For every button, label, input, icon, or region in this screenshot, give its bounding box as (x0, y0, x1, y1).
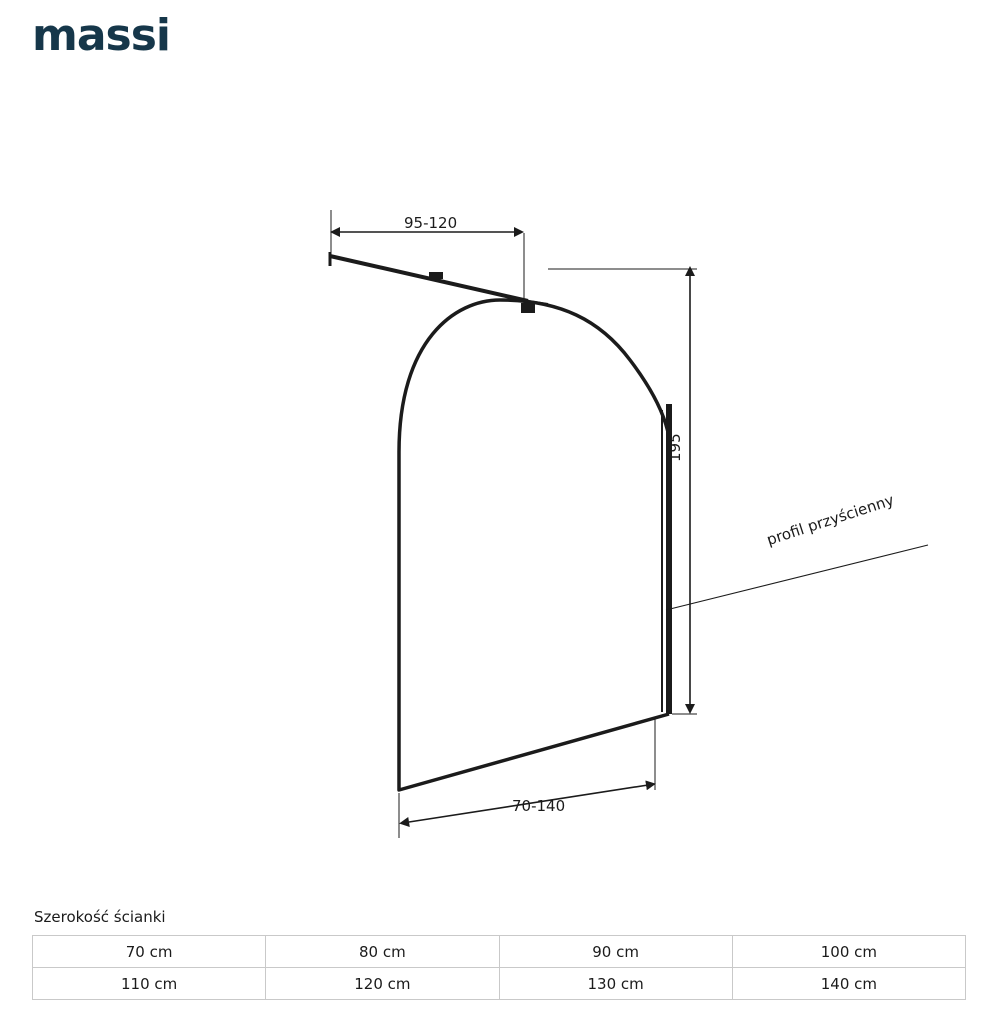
dimension-height (548, 269, 697, 714)
table-cell: 70 cm (33, 936, 266, 968)
dimension-bottom-width-label: 70-140 (512, 797, 566, 815)
table-cell: 130 cm (499, 968, 732, 1000)
table-cell: 80 cm (266, 936, 499, 968)
callout-leader-line (666, 545, 928, 610)
table-cell: 100 cm (732, 936, 965, 968)
table-row (33, 968, 966, 1000)
sizes-table-section (32, 908, 966, 1000)
callout-wall-profile-label: profil przyścienny (764, 490, 897, 549)
brand-logo: massi (32, 10, 170, 61)
sizes-table-caption: Szerokość ścianki (34, 908, 166, 926)
dimension-height-label: 195 (666, 433, 684, 462)
table-cell: 120 cm (266, 968, 499, 1000)
table-cell: 90 cm (499, 936, 732, 968)
glass-panel-outline (399, 300, 669, 790)
table-cell: 110 cm (33, 968, 266, 1000)
sizes-table (32, 935, 966, 1000)
dimension-top-label: 95-120 (404, 214, 458, 232)
stabiliser-bar (330, 252, 548, 313)
table-cell: 140 cm (732, 968, 965, 1000)
table-row (33, 936, 966, 968)
